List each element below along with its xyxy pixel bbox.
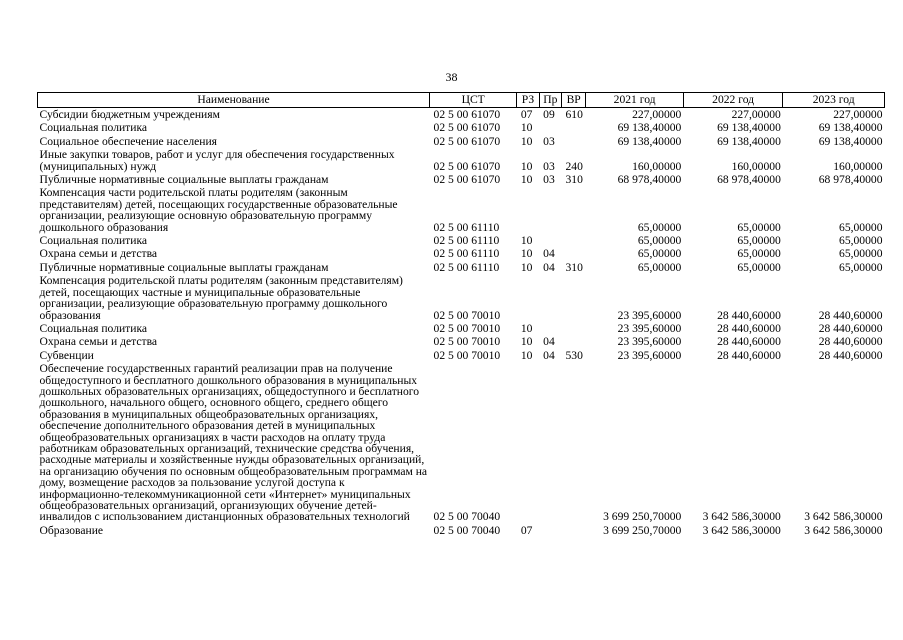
cell-2023: 65,00000 xyxy=(839,247,883,261)
cell-2022: 65,00000 xyxy=(737,247,781,261)
cell-name: Субсидии бюджетным учреждениям xyxy=(39,108,220,121)
cell-2023: 160,00000 xyxy=(833,159,883,173)
header-cst: ЦСТ xyxy=(430,93,517,108)
cell-name: Образование xyxy=(39,523,104,537)
table-row xyxy=(38,322,885,335)
cell-2023: 28 440,60000 xyxy=(818,308,883,322)
cell-2023: 65,00000 xyxy=(839,260,883,274)
cell-2021: 160,00000 xyxy=(632,159,682,173)
cell-2021: 23 395,60000 xyxy=(617,321,682,335)
cell-rz: 10 xyxy=(520,234,533,248)
cell-pr xyxy=(539,121,561,134)
cell-rz: 10 xyxy=(520,173,533,187)
cell-cst: 02 5 00 61070 xyxy=(433,173,501,187)
cell-2021: 69 138,40000 xyxy=(617,121,682,135)
cell-vr xyxy=(562,274,586,322)
cell-vr: 610 xyxy=(565,108,583,121)
cell-vr xyxy=(562,247,586,260)
cell-vr: 310 xyxy=(565,260,583,274)
table-row xyxy=(38,261,885,274)
cell-2023: 69 138,40000 xyxy=(818,134,883,148)
cell-cst: 02 5 00 61070 xyxy=(433,134,501,148)
cell-cst: 02 5 00 70040 xyxy=(433,510,501,524)
cell-cst: 02 5 00 70040 xyxy=(433,523,501,537)
cell-vr xyxy=(562,186,586,234)
cell-2023: 28 440,60000 xyxy=(818,335,883,349)
cell-2022: 28 440,60000 xyxy=(717,335,781,349)
cell-cst: 02 5 00 61110 xyxy=(433,234,500,248)
cell-2021: 3 699 250,70000 xyxy=(603,523,682,537)
cell-2021: 23 395,60000 xyxy=(617,348,682,362)
cell-pr xyxy=(539,186,561,234)
cell-name: Компенсация части родительской платы родителям (законным представителям) детей, посещающих государственные образовательные организации, реализующие основную образовательную программу дошкольного образования xyxy=(39,186,398,234)
table-header-row xyxy=(38,93,885,108)
cell-rz: 10 xyxy=(520,335,533,349)
cell-2021: 227,00000 xyxy=(632,108,682,121)
cell-cst: 02 5 00 70010 xyxy=(433,348,501,362)
cell-rz xyxy=(517,274,539,322)
cell-vr xyxy=(562,362,586,524)
table-row xyxy=(38,121,885,134)
header-2021: 2021 год xyxy=(586,93,683,108)
cell-pr: 03 xyxy=(543,173,555,187)
header-rz: РЗ xyxy=(517,93,539,108)
cell-vr xyxy=(562,234,586,247)
cell-name: Иные закупки товаров, работ и услуг для обеспечения государственных (муниципальных) нужд xyxy=(39,148,395,173)
cell-name: Компенсация родительской платы родителям (законным представителям) детей, посещающих частные и муниципальные образовательные организации, реализующие образовательную программу дошкольного образования xyxy=(39,274,403,322)
cell-2022: 3 642 586,30000 xyxy=(702,510,781,524)
cell-pr xyxy=(539,362,561,524)
cell-rz xyxy=(517,362,539,524)
cell-pr: 04 xyxy=(543,260,555,274)
cell-rz: 10 xyxy=(520,159,533,173)
cell-name: Социальное обеспечение населения xyxy=(39,134,218,148)
cell-vr xyxy=(562,335,586,348)
cell-vr xyxy=(562,524,586,537)
cell-name: Охрана семьи и детства xyxy=(39,335,158,349)
cell-2021: 65,00000 xyxy=(637,247,682,261)
cell-rz: 10 xyxy=(520,348,533,362)
cell-2023: 3 642 586,30000 xyxy=(804,510,883,524)
cell-cst: 02 5 00 70010 xyxy=(433,308,501,322)
cell-2022: 160,00000 xyxy=(731,159,781,173)
cell-2023: 65,00000 xyxy=(839,234,883,248)
cell-name: Социальная политика xyxy=(39,234,148,248)
cell-rz xyxy=(517,186,539,234)
cell-name: Публичные нормативные социальные выплаты гражданам xyxy=(39,260,329,274)
header-2023: 2023 год xyxy=(783,93,885,108)
cell-2022: 65,00000 xyxy=(737,234,781,248)
table-row xyxy=(38,135,885,148)
cell-2022: 28 440,60000 xyxy=(717,308,781,322)
cell-vr xyxy=(562,121,586,134)
table-row xyxy=(38,108,885,122)
cell-cst: 02 5 00 61110 xyxy=(433,220,500,234)
cell-vr xyxy=(562,135,586,148)
table-row xyxy=(38,247,885,260)
cell-2023: 69 138,40000 xyxy=(818,121,883,135)
table-row xyxy=(38,234,885,247)
header-name: Наименование xyxy=(38,93,430,108)
cell-2022: 65,00000 xyxy=(737,260,781,274)
cell-name: Социальная политика xyxy=(39,321,148,335)
table-row xyxy=(38,362,885,524)
cell-vr xyxy=(562,322,586,335)
cell-rz: 10 xyxy=(520,260,533,274)
cell-2022: 28 440,60000 xyxy=(717,321,781,335)
cell-rz: 10 xyxy=(520,134,533,148)
cell-cst: 02 5 00 61070 xyxy=(433,108,501,121)
cell-pr xyxy=(539,274,561,322)
cell-vr: 530 xyxy=(565,348,583,362)
cell-cst: 02 5 00 61110 xyxy=(433,247,500,261)
cell-name: Субвенции xyxy=(39,348,94,362)
cell-cst: 02 5 00 61110 xyxy=(433,260,500,274)
header-vr: ВР xyxy=(562,93,586,108)
cell-pr: 03 xyxy=(543,134,555,148)
cell-cst: 02 5 00 61070 xyxy=(433,159,501,173)
cell-2023: 65,00000 xyxy=(839,220,883,234)
cell-2021: 23 395,60000 xyxy=(617,335,682,349)
table-row xyxy=(38,148,885,173)
cell-vr: 310 xyxy=(565,173,583,187)
cell-name: Социальная политика xyxy=(39,121,148,135)
cell-2021: 69 138,40000 xyxy=(617,134,682,148)
header-2022: 2022 год xyxy=(683,93,783,108)
cell-2023: 28 440,60000 xyxy=(818,321,883,335)
table-row xyxy=(38,173,885,186)
cell-2022: 65,00000 xyxy=(737,220,781,234)
cell-pr xyxy=(539,322,561,335)
cell-rz: 10 xyxy=(520,247,533,261)
cell-cst: 02 5 00 70010 xyxy=(433,321,501,335)
table-row xyxy=(38,335,885,348)
table-row xyxy=(38,524,885,537)
cell-2023: 227,00000 xyxy=(833,108,883,121)
cell-2022: 69 138,40000 xyxy=(717,121,781,135)
cell-pr: 03 xyxy=(543,159,555,173)
budget-table xyxy=(37,92,885,537)
cell-2022: 227,00000 xyxy=(731,108,781,121)
cell-name: Обеспечение государственных гарантий реализации прав на получение общедоступного и бесплатного дошкольного образования в муниципальных дошкольных образовательных организациях, общедоступного и бесплатного дошкольного, начального общего, основного общего, среднего общего образования в муниципальных общеобразовательных организациях, обеспечение дополнительного образования детей в муниципальных общеобразовательных организациях в части расходов на оплату труда работникам образовательных организаций, технические средства обучения, расходные материалы и хозяйственные нужды образовательных организаций, на организацию обучения по основным общеобразовательным программам на дому, возмещение расходов за пользование услугой доступа к информационно-телекоммуникационной сети «Интернет» муниципальных общеобразовательных организаций, организующих обучение детей-инвалидов с использованием дистанционных образовательных технологий xyxy=(39,362,428,524)
table-row xyxy=(38,274,885,322)
table-row xyxy=(38,186,885,234)
cell-2021: 65,00000 xyxy=(637,234,682,248)
cell-cst: 02 5 00 70010 xyxy=(433,335,501,349)
cell-2021: 65,00000 xyxy=(637,260,682,274)
cell-2023: 3 642 586,30000 xyxy=(804,523,883,537)
cell-2023: 28 440,60000 xyxy=(818,348,883,362)
header-pr: Пр xyxy=(539,93,561,108)
cell-2022: 3 642 586,30000 xyxy=(702,523,781,537)
cell-pr: 04 xyxy=(543,348,555,362)
cell-rz: 10 xyxy=(520,121,533,135)
cell-2022: 68 978,40000 xyxy=(717,173,781,187)
table-body xyxy=(38,108,885,538)
cell-rz: 10 xyxy=(520,321,533,335)
table-row xyxy=(38,349,885,362)
cell-pr: 09 xyxy=(543,108,555,121)
cell-2021: 23 395,60000 xyxy=(617,308,682,322)
cell-pr: 04 xyxy=(543,335,555,349)
cell-cst: 02 5 00 61070 xyxy=(433,121,501,135)
cell-2021: 65,00000 xyxy=(637,220,682,234)
cell-2022: 69 138,40000 xyxy=(717,134,781,148)
cell-rz: 07 xyxy=(520,108,533,121)
cell-2021: 68 978,40000 xyxy=(617,173,682,187)
cell-pr xyxy=(539,524,561,537)
cell-pr: 04 xyxy=(543,247,555,261)
cell-name: Охрана семьи и детства xyxy=(39,247,158,261)
cell-rz: 07 xyxy=(520,523,533,537)
cell-2023: 68 978,40000 xyxy=(818,173,883,187)
cell-name: Публичные нормативные социальные выплаты гражданам xyxy=(39,173,329,187)
page-number: 38 xyxy=(445,70,458,84)
cell-vr: 240 xyxy=(565,159,583,173)
cell-2021: 3 699 250,70000 xyxy=(603,510,682,524)
cell-2022: 28 440,60000 xyxy=(717,348,781,362)
cell-pr xyxy=(539,234,561,247)
